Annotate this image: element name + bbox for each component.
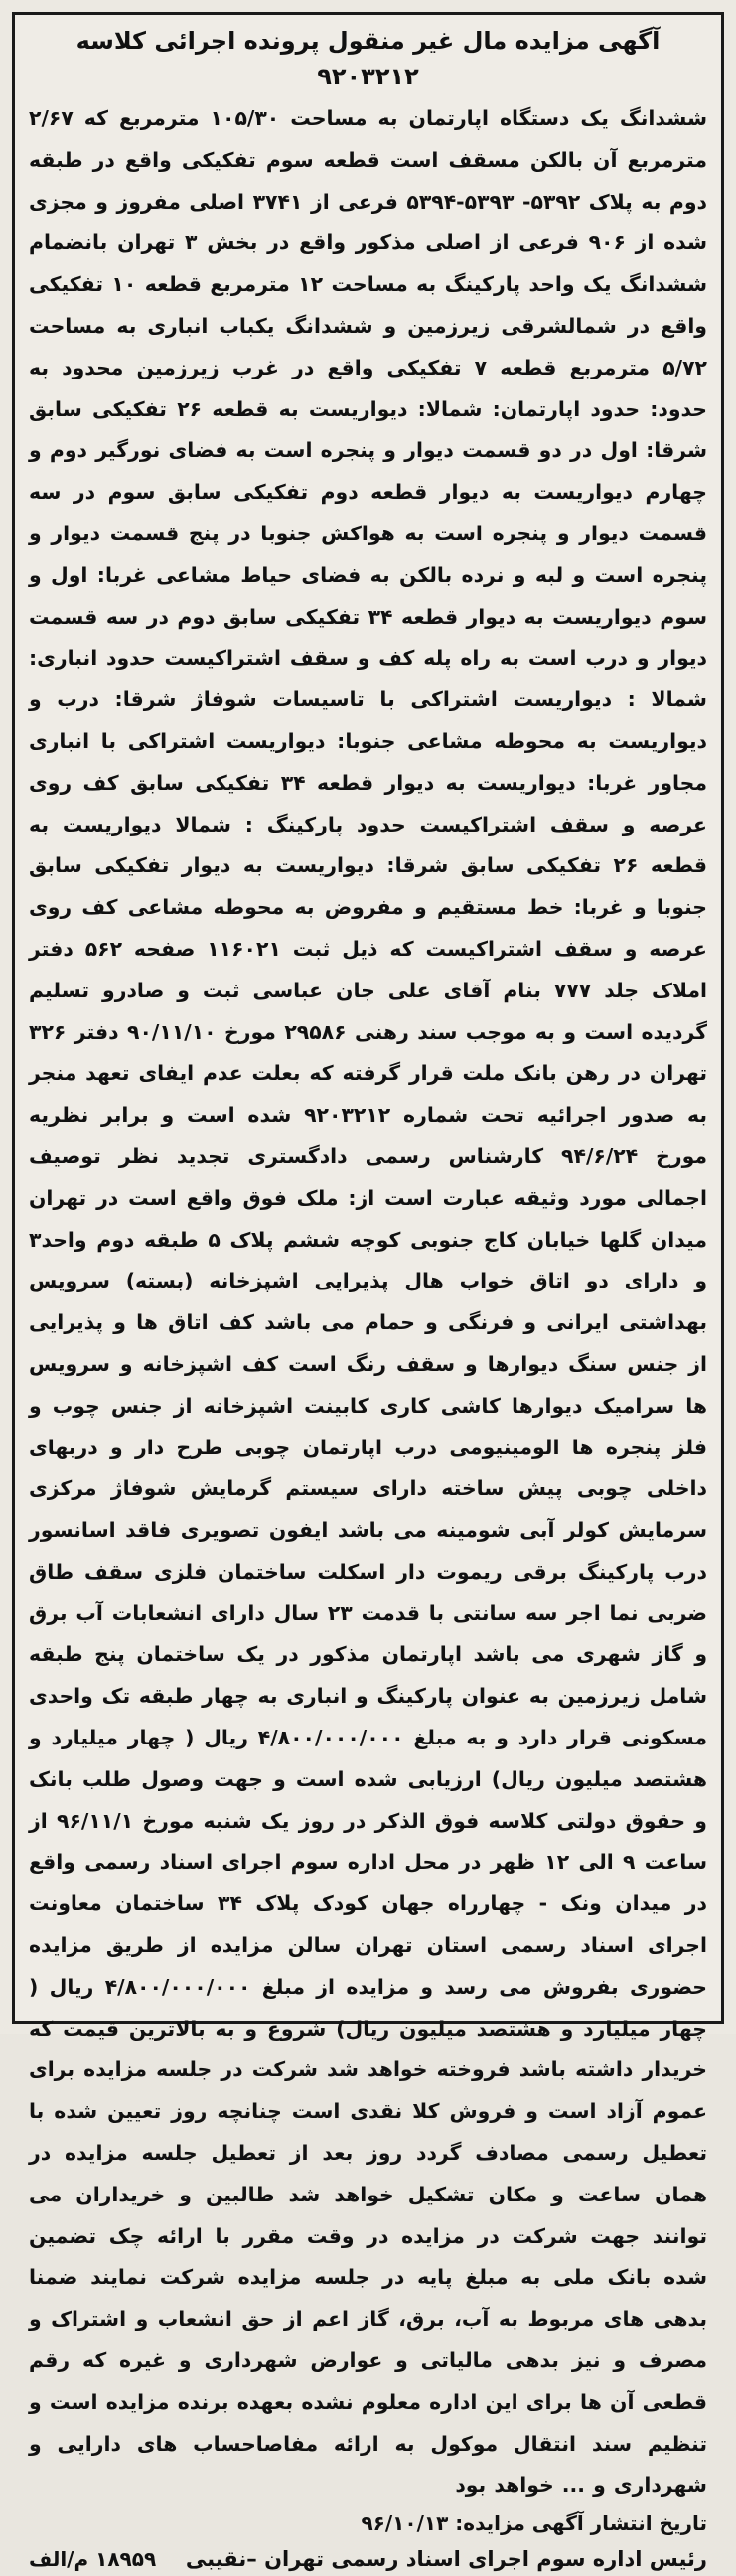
notice-title: آگهی مزایده مال غیر منقول پرونده اجرائی کلاسه ۹۲۰۳۲۱۲ — [75, 27, 661, 90]
notice-body: ششدانگ یک دستگاه اپارتمان به مساحت ۱۰۵/۳۰ مترمربع که ۲/۶۷ مترمربع آن بالکن مسقف است قطعه سوم تفکیکی واقع در طبقه دوم به پلاک ۵۳۹۲- ۵۳۹۳-۵۳۹۴ فرعی از ۳۷۴۱ اصلی مفروز و مجزی شده از ۹۰۶ فرعی از اصلی مذکور واقع در بخش ۳ تهران بانضمام ششدانگ یک واحد پارکینگ به مساحت ۱۲ مترمربع قطعه ۱۰ تفکیکی واقع در شمالشرقی زیرزمین و ششدانگ یکباب انباری به مساحت ۵/۷۲ مترمربع قطعه ۷ تفکیکی واقع در غرب زیرزمین محدود به حدود: حدود اپارتمان: شمالا: دیواریست به قطعه ۲۶ تفکیکی سابق شرقا: اول در دو قسمت دیوار و پنجره است به فضای نورگیر دوم و چهارم دیواریست به دیوار قطعه دوم تفکیکی سابق سوم در سه قسمت دیوار و پنجره است به هواکش جنوبا در پنج قسمت دیوار و پنجره است و لبه و نرده بالکن به فضای حیاط مشاعی غربا: اول و سوم دیواریست به دیوار قطعه ۳۴ تفکیکی سابق دوم در سه قسمت دیوار و درب است به راه پله کف و سقف اشتراکیست حدود انباری: شمالا : دیواریست اشتراکی با تاسیسات شوفاژ شرقا: درب و دیواریست به محوطه مشاعی جنوبا: دیواریست اشتراکی با انباری مجاور غربا: دیواریست به دیوار قطعه ۳۴ تفکیکی سابق کف روی عرصه و سقف اشتراکیست حدود پارکینگ : شمالا دیواریست به قطعه ۲۶ تفکیکی سابق شرقا: دیواریست به دیوار تفکیکی سابق جنوبا و غربا: خط مستقیم و مفروض به محوطه مشاعی کف روی عرصه و سقف اشتراکیست که ذیل ثبت ۱۱۶۰۲۱ صفحه ۵۶۲ دفتر املاک جلد ۷۷۷ بنام آقای علی جان عباسی ثبت و صادرو تسلیم گردیده است و به موجب سند رهنی ۲۹۵۸۶ مورخ ۹۰/۱۱/۱۰ دفتر ۳۲۶ تهران در رهن بانک ملت قرار گرفته که بعلت عدم ایفای تعهد منجر به صدور اجرائیه تحت شماره ۹۲۰۳۲۱۲ شده است و برابر نظریه مورخ ۹۴/۶/۲۴ کارشناس رسمی دادگستری تجدید نظر توصیف اجمالی مورد وثیقه عبارت است از: ملک فوق واقع است در تهران میدان گلها خیابان کاج جنوبی کوچه ششم پلاک ۵ طبقه دوم واحد۳ و دارای دو اتاق خواب هال پذیرایی اشپزخانه (بسته) سرویس بهداشتی ایرانی و فرنگی و حمام می باشد کف اتاق ها و پذیرایی از جنس سنگ دیوارها و سقف رنگ است کف اشپزخانه و سرویس ها سرامیک دیوارها کاشی کاری کابینت اشپزخانه از جنس چوب و فلز پنجره ها الومینیومی درب اپارتمان چوبی طرح دار و دربهای داخلی چوبی پیش ساخته دارای سیستم گرمایش شوفاژ مرکزی سرمایش کولر آبی شومینه می باشد ایفون تصویری فاقد اسانسور درب پارکینگ برقی ریموت دار اسکلت ساختمان فلزی سقف طاق ضربی نما اجر سه سانتی با قدمت ۲۳ سال دارای انشعابات آب برق و گاز شهری می باشد اپارتمان مذکور در یک ساختمان پنج طبقه شامل زیرزمین به عنوان پارکینگ و انباری به چهار طبقه تک واحدی مسکونی قرار دارد و به مبلغ ۴/۸۰۰/۰۰۰/۰۰۰ ریال ( چهار میلیارد و هشتصد میلیون ریال) ارزیابی شده است و جهت وصول طلب بانک و حقوق دولتی کلاسه فوق الذکر در روز یک شنبه مورخ ۹۶/۱۱/۱ از ساعت ۹ الی ۱۲ ظهر در محل اداره سوم اجرای اسناد رسمی واقع در میدان ونک - چهارراه جهان کودک پلاک ۳۴ ساختمان معاونت اجرای اسناد رسمی استان تهران سالن مزایده از طریق مزایده حضوری بفروش می رسد و مزایده از مبلغ ۴/۸۰۰/۰۰۰/۰۰۰ ریال ( چهار میلیارد و هشتصد میلیون ریال) شروع و به بالاترین قیمت که خریدار داشته باشد فروخته خواهد شد شرکت در جلسه مزایده برای عموم آزاد است و فروش کلا نقدی است چنانچه روز تعیین شده با تعطیل رسمی مصادف گردد روز بعد از تعطیل جلسه مزایده در همان ساعت و مکان تشکیل خواهد شد طالبین و خریداران می توانند جهت شرکت در مزایده در وقت مقرر با ارائه چک تضمین شده بانک ملی به مبلغ پایه در جلسه مزایده شرکت نمایند ضمنا بدهی های مربوط به آب، برق، گاز اعم از حق انشعاب و اشتراک و مصرف و نیز بدهی مالیاتی و عوارض شهرداری و غیره که رقم قطعی آن ها برای این اداره معلوم نشده بعهده برنده مزایده است و تنظیم سند انتقال موکول به ارائه مفاصاحساب های دارایی و شهرداری و ... خواهد بود — [29, 106, 708, 2498]
publish-date: تاریخ انتشار آگهی مزایده: ۹۶/۱۰/۱۳ — [361, 2511, 707, 2536]
signature-line: رئیس اداره سوم اجرای اسناد رسمی تهران –نقیبی — [185, 2547, 707, 2572]
reference-number: ۱۸۹۵۹ م/الف — [29, 2547, 157, 2572]
notice-footer — [29, 2542, 707, 2576]
auction-notice — [12, 12, 724, 2572]
